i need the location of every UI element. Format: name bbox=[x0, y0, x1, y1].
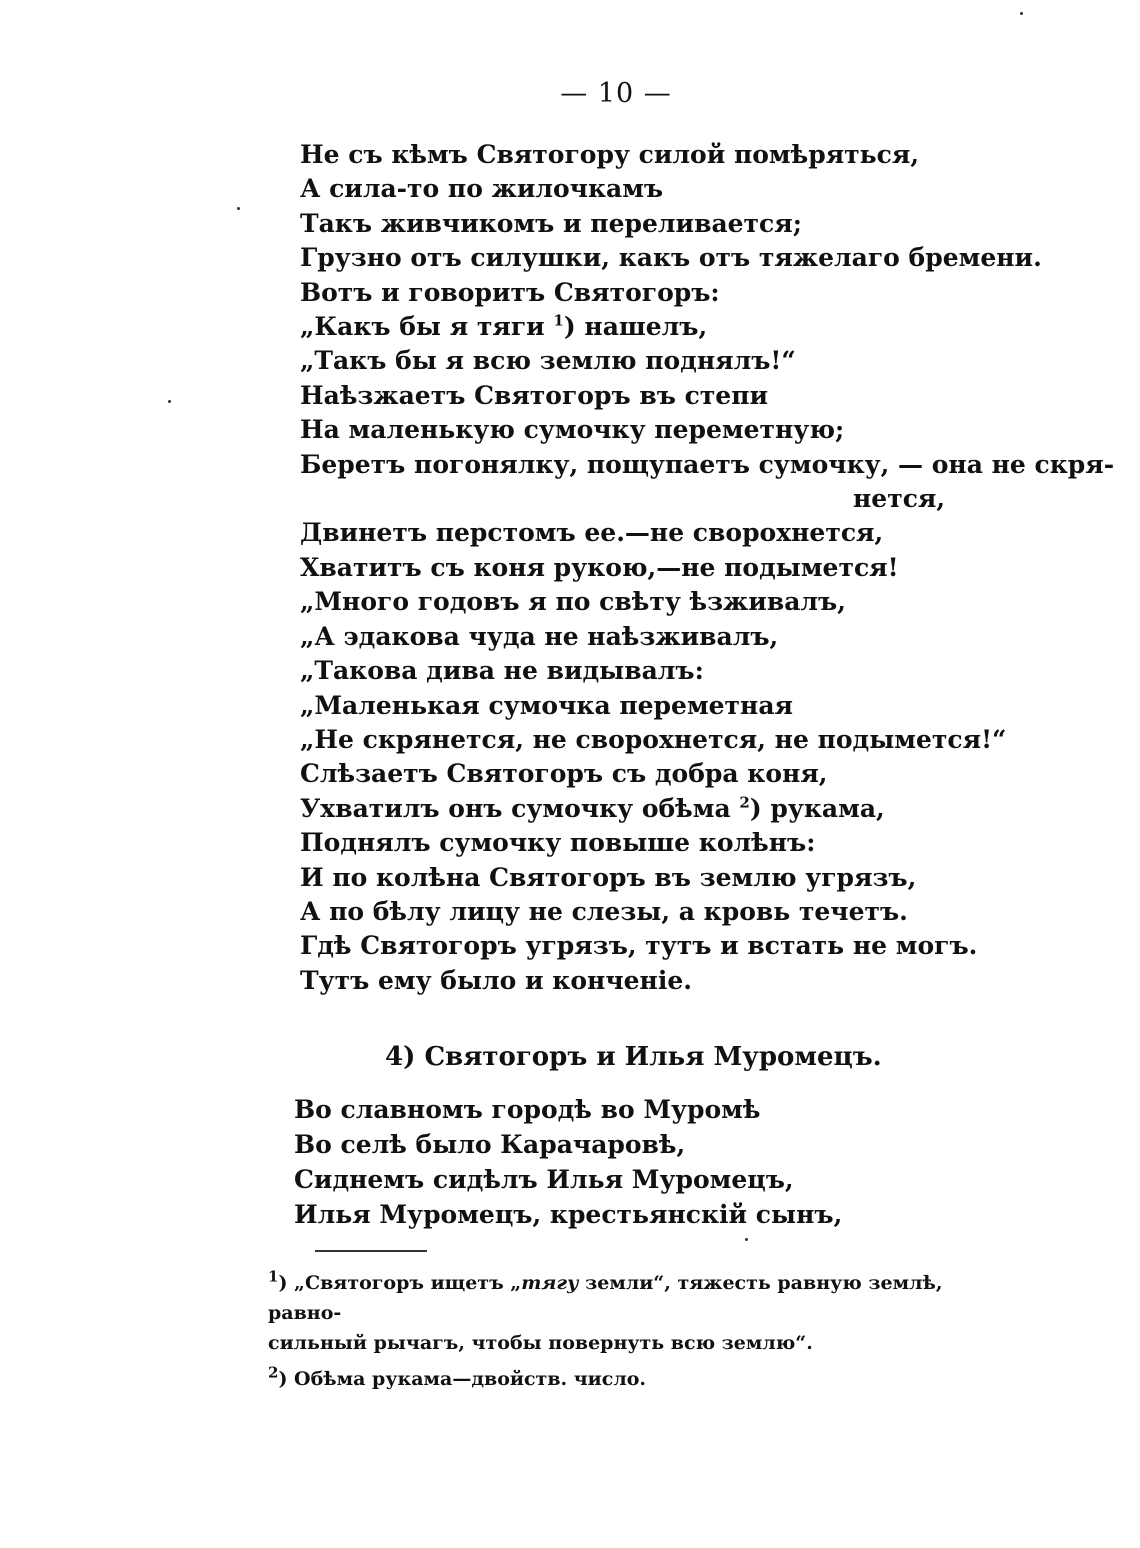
poem-line: Поднялъ сумочку повыше колѣнъ: bbox=[300, 828, 816, 858]
footnote-ref[interactable]: 2 bbox=[739, 793, 750, 812]
poem-line: Слѣзаетъ Святогоръ съ добра коня, bbox=[300, 759, 828, 789]
scan-speck bbox=[237, 207, 240, 210]
poem-line-continuation: нется, bbox=[853, 484, 946, 514]
scan-speck bbox=[1020, 12, 1023, 15]
footnote-divider bbox=[315, 1250, 427, 1252]
poem-line: Наѣзжаетъ Святогоръ въ степи bbox=[300, 380, 769, 410]
poem-line-text: ) рукама, bbox=[749, 793, 885, 823]
poem-line: Двинетъ перстомъ ее.—не сворохнется, bbox=[300, 518, 884, 548]
poem-line: „Такова дива не видывалъ: bbox=[300, 656, 704, 686]
footnote-text: сильный рычагъ, чтобы повернуть всю землю“. bbox=[268, 1332, 813, 1354]
scan-speck bbox=[168, 400, 171, 403]
poem-line: „А эдакова чуда не наѣзживалъ, bbox=[300, 621, 779, 651]
poem-line: На маленькую сумочку переметную; bbox=[300, 415, 845, 445]
poem-line: Вотъ и говоритъ Святогоръ: bbox=[300, 277, 720, 307]
footnote-emphasis: тягу bbox=[521, 1272, 579, 1294]
footnotes bbox=[268, 1268, 998, 1394]
section-heading: 4) Святогоръ и Илья Муромецъ. bbox=[385, 1042, 882, 1072]
poem-line-text: ) нашелъ, bbox=[563, 312, 708, 342]
footnote-text: земли“, тяжесть равную землѣ, равно- bbox=[268, 1272, 943, 1324]
poem-line: Во селѣ было Карачаровѣ, bbox=[294, 1130, 686, 1159]
poem-text bbox=[300, 138, 1115, 998]
poem-line: А по бѣлу лицу не слезы, а кровь течетъ. bbox=[300, 896, 908, 926]
poem-line: „Такъ бы я всю землю поднялъ!“ bbox=[300, 346, 796, 376]
section-poem-text bbox=[294, 1092, 1014, 1232]
poem-line: Беретъ погонялку, пощупаетъ сумочку, — она не скря- bbox=[300, 449, 1115, 479]
poem-line: Не съ кѣмъ Святогору силой помѣряться, bbox=[300, 140, 920, 169]
footnote-text: ) „Святогоръ ищетъ „ bbox=[278, 1272, 522, 1294]
page-number: — 10 — bbox=[560, 78, 672, 109]
poem-line: Во славномъ городѣ во Муромѣ bbox=[294, 1095, 761, 1124]
footnote-marker: 1 bbox=[268, 1267, 279, 1286]
poem-line: „Маленькая сумочка переметная bbox=[300, 690, 794, 720]
poem-line: „Не скрянется, не сворохнется, не подымется!“ bbox=[300, 724, 1007, 754]
poem-line: Хватитъ съ коня рукою,—не подымется! bbox=[300, 552, 899, 582]
footnote-1 bbox=[268, 1268, 998, 1358]
footnote-marker: 2 bbox=[268, 1363, 279, 1382]
poem-line-text: „Какъ бы я тяги bbox=[300, 312, 545, 342]
poem-line: „Много годовъ я по свѣту ѣзживалъ, bbox=[300, 587, 846, 617]
poem-line: Грузно отъ силушки, какъ отъ тяжелаго бремени. bbox=[300, 243, 1042, 273]
poem-line: Сиднемъ сидѣлъ Илья Муромецъ, bbox=[294, 1165, 794, 1194]
footnote-2 bbox=[268, 1364, 998, 1394]
footnote-ref[interactable]: 1 bbox=[553, 311, 564, 330]
poem-line bbox=[300, 792, 1020, 826]
footnote-text: ) Обѣма рукама—двойств. число. bbox=[278, 1368, 647, 1390]
scan-speck bbox=[745, 1238, 748, 1241]
poem-line-text: Ухватилъ онъ сумочку обѣма bbox=[300, 793, 731, 823]
poem-line bbox=[300, 310, 1020, 344]
poem-line: Такъ живчикомъ и переливается; bbox=[300, 208, 802, 238]
poem-line: Тутъ ему было и конченіе. bbox=[300, 965, 692, 995]
poem-line: А сила-то по жилочкамъ bbox=[300, 174, 664, 204]
poem-line: Илья Муромецъ, крестьянскій сынъ, bbox=[294, 1200, 843, 1229]
poem-line: Гдѣ Святогоръ угрязъ, тутъ и встать не могъ. bbox=[300, 931, 978, 961]
poem-line: И по колѣна Святогоръ въ землю угрязъ, bbox=[300, 862, 917, 892]
